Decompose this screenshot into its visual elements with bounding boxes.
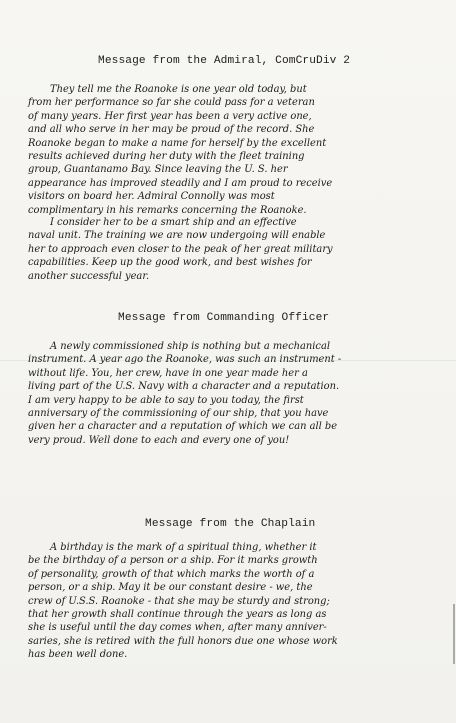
heading-chaplain: Message from the Chaplain [145,518,316,530]
text-line: crew of U.S.S. Roanoke - that she may be sturdy and strong; [28,595,330,607]
text-line: appearance has improved steadily and I am proud to receive [28,177,333,189]
text-line: that her growth shall continue through the years as long as [28,609,327,621]
text-line: I consider her to be a smart ship and an effective [50,217,297,228]
text-line: person, or a ship. May it be our constant desire - we, the [28,582,313,594]
text-line: visitors on board her. Admiral Connolly was most [28,191,275,203]
heading-admiral: Message from the Admiral, ComCruDiv 2 [98,55,351,67]
text-line: They tell me the Roanoke is one year old today, but [50,84,307,95]
heading-commanding-officer: Message from Commanding Officer [118,312,330,324]
text-line: has been well done. [28,649,128,661]
text-line: of personality, growth of that which marks the worth of a [28,568,315,580]
text-line: results achieved during her duty with the fleet training [28,151,305,163]
text-line: very proud. Well done to each and every one of you! [28,434,290,446]
text-line: saries, she is retired with the full honors due one whose work [28,635,338,647]
admiral-paragraph-1 [28,83,428,217]
text-line: another successful year. [28,270,150,282]
text-line: of many years. Her first year has been a very active one, [28,110,312,122]
text-line: be the birthday of a person or a ship. For it marks growth [28,555,318,567]
text-line: anniversary of the commissioning of our ship, that you have [28,408,329,420]
text-line: A newly commissioned ship is nothing but a mechanical [50,341,330,352]
text-line: and all who serve in her may be proud of the record. She [28,124,315,136]
text-line: given her a character and a reputation of which we can all be [28,421,338,433]
text-line: her to approach even closer to the peak of her great military [28,243,333,255]
text-line: I am very happy to be able to say to you today, the first [28,394,304,406]
text-line: A birthday is the mark of a spiritual thing, whether it [50,542,317,553]
text-line: complimentary in his remarks concerning the Roanoke. [28,204,307,216]
text-line: Roanoke began to make a name for herself by the excellent [28,137,327,149]
chaplain-paragraph [28,541,428,662]
text-line: from her performance so far she could pass for a veteran [28,97,315,109]
text-line: living part of the U.S. Navy with a character and a reputation. [28,381,340,393]
admiral-paragraph-2 [28,216,428,283]
text-line: group, Guantanamo Bay. Since leaving the U. S. her [28,164,288,176]
text-line: without life. You, her crew, have in one year made her a [28,367,308,379]
commanding-officer-paragraph [28,340,428,447]
scan-edge-mark [453,604,455,664]
text-line: instrument. A year ago the Roanoke, was such an instrument - [28,354,342,366]
text-line: naval unit. The training we are now undergoing will enable [28,230,326,242]
text-line: capabilities. Keep up the good work, and best wishes for [28,257,312,269]
text-line: she is useful until the day comes when, after many anniver- [28,622,327,634]
